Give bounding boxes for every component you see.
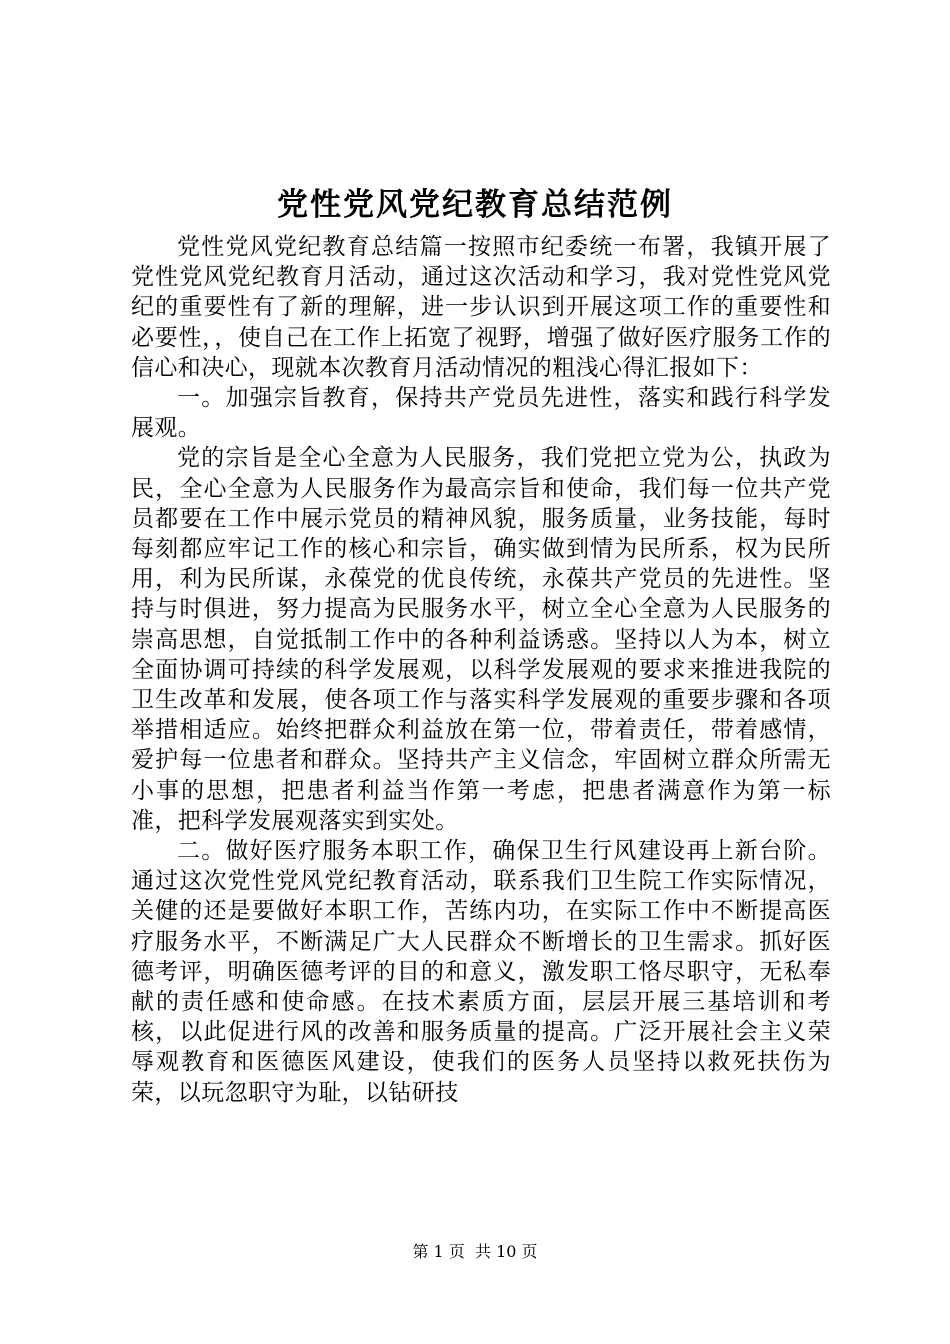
document-title: 党性党风党纪教育总结范例 <box>277 187 673 223</box>
page-number-footer: 第 1 页 共 10 页 <box>412 1242 538 1261</box>
paragraph-intro: 党性党风党纪教育总结篇一按照市纪委统一布署，我镇开展了党性党风党纪教育月活动，通过这次活动和学习，我对党性党风党纪的重要性有了新的理解，进一步认识到开展这项工作的重要性和必要性，，使自己在工作上拓宽了视野，增强了做好医疗服务工作的信心和决心，现就本次教育月活动情况的粗浅心得汇报如下： <box>131 234 831 381</box>
paragraph-section-1-heading: 一。加强宗旨教育，保持共产党员先进性，落实和践行科学发展观。 <box>131 385 831 442</box>
paragraph-section-2: 二。做好医疗服务本职工作，确保卫生行风建设再上新台阶。通过这次党性党风党纪教育活动，联系我们卫生院工作实际情况，关健的还是要做好本职工作，苦练内功，在实际工作中不断提高医疗服务水平，不断满足广大人民群众不断增长的卫生需求。抓好医德考评，明确医德考评的目的和意义，激发职工恪尽职守，无私奉献的责任感和使命感。在技术素质方面，层层开展三基培训和考核，以此促进行风的改善和服务质量的提高。广泛开展社会主义荣辱观教育和医德医风建设，使我们的医务人员坚持以救死扶伤为荣，以玩忽职守为耻，以钻研技 <box>131 838 831 1106</box>
paragraph-section-1-body: 党的宗旨是全心全意为人民服务，我们党把立党为公，执政为民，全心全意为人民服务作为最高宗旨和使命，我们每一位共产党员都要在工作中展示党员的精神风貌，服务质量，业务技能，每时每刻都应牢记工作的核心和宗旨，确实做到情为民所系，权为民所用，利为民所谋，永葆党的优良传统，永葆共产党员的先进性。坚持与时俱进，努力提高为民服务水平，树立全心全意为人民服务的崇高思想，自觉抵制工作中的各种利益诱惑。坚持以人为本，树立全面协调可持续的科学发展观，以科学发展观的要求来推进我院的卫生改革和发展，使各项工作与落实科学发展观的重要步骤和各项举措相适应。始终把群众利益放在第一位，带着责任，带着感情，爱护每一位患者和群众。坚持共产主义信念，牢固树立群众所需无小事的思想，把患者利益当作第一考虑，把患者满意作为第一标准，把科学发展观落实到实处。 <box>131 445 831 834</box>
document-body <box>131 232 831 1108</box>
